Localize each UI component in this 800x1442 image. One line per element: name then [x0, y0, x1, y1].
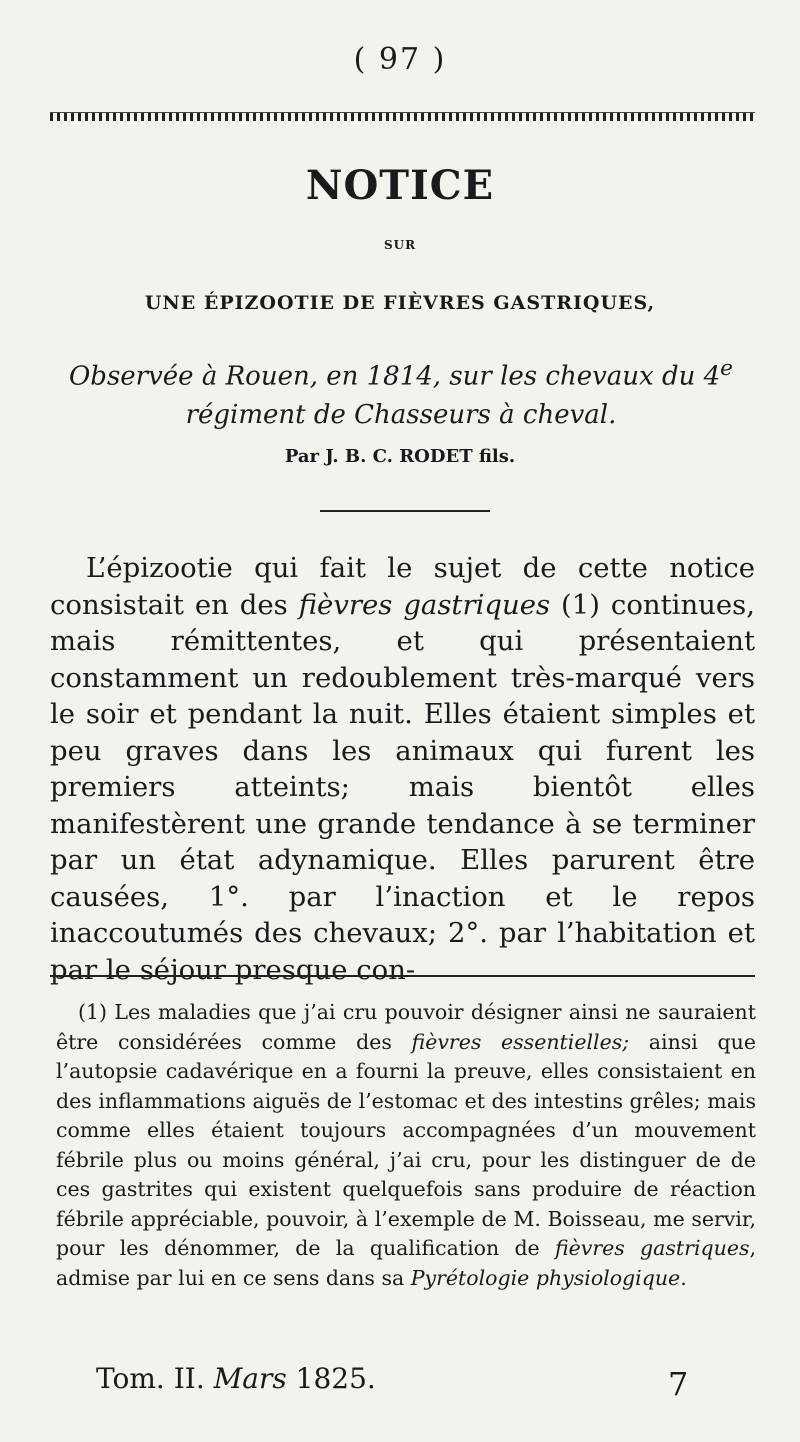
body-text-part: L’épizootie qui fait le sujet de cette notice consistait en des	[50, 552, 755, 621]
body-emphasis: fièvres gastriques	[298, 588, 551, 621]
body-paragraph	[50, 550, 755, 988]
footnote-rule	[50, 975, 755, 977]
page-number: ( 97 )	[353, 42, 447, 77]
footnote-text-part: .	[680, 1265, 687, 1290]
separator-rule	[320, 510, 490, 512]
observation-text-end: régiment de Chasseurs à cheval.	[185, 399, 617, 430]
footnote-emphasis: fièvres gastriques	[554, 1236, 750, 1260]
observation-text-start: Observée à Rouen, en 1814, sur les chevaux du 4	[68, 361, 721, 392]
footnote	[56, 998, 756, 1293]
footnote-emphasis: Pyrétologie physiologique	[410, 1265, 681, 1290]
observation-line	[46, 350, 756, 434]
title-connector: SUR	[383, 238, 417, 252]
volume-year: 1825.	[286, 1362, 376, 1395]
author-line: Par J. B. C. RODET fils.	[284, 446, 516, 467]
footnote-emphasis: fièvres essentielles;	[411, 1029, 630, 1054]
volume-label: Tom. II.	[96, 1362, 214, 1395]
notice-subtitle: UNE ÉPIZOOTIE DE FIÈVRES GASTRIQUES,	[144, 292, 656, 314]
ornamental-rule	[50, 112, 755, 121]
footnote-text-part: , admise par lui en ce sens dans sa	[56, 1236, 757, 1290]
signature-mark: 7	[668, 1365, 689, 1403]
ordinal-superscript: e	[720, 356, 733, 381]
footnote-text-part: ainsi que l’autopsie cadavérique en a fourni la preuve, elles consistaient en des inflammations aiguës de l’estomac et des intestins grêles; mais comme elles étaient toujours accompagnées d’un mouvement fébrile plus ou moins général, j’ai cru, pour les distinguer de de ces gastrites qui existent quelquefois sans produire de réaction fébrile appréciable, pouvoir, à l’exemple de M. Boisseau, me servir, pour les dénommer, de la qualification de	[56, 1029, 756, 1260]
volume-line	[96, 1362, 696, 1395]
notice-title: NOTICE	[305, 162, 495, 209]
body-text-part: (1) continues, mais rémittentes, et qui présentaient constamment un redoublement très-marqué vers le soir et pendant la nuit. Elles étaient simples et peu graves dans les animaux qui furent les premiers atteints; mais bientôt elles manifestèrent une grande tendance à se terminer par un état adynamique. Elles parurent être causées, 1°. par l’inaction et le repos inaccoutumés des chevaux; 2°. par l’habitation et par le séjour presque con-	[50, 588, 755, 986]
footnote-text-part: (1) Les maladies que j’ai cru pouvoir désigner ainsi ne sauraient être considérées comme des	[56, 1000, 756, 1054]
volume-month: Mars	[213, 1362, 287, 1395]
